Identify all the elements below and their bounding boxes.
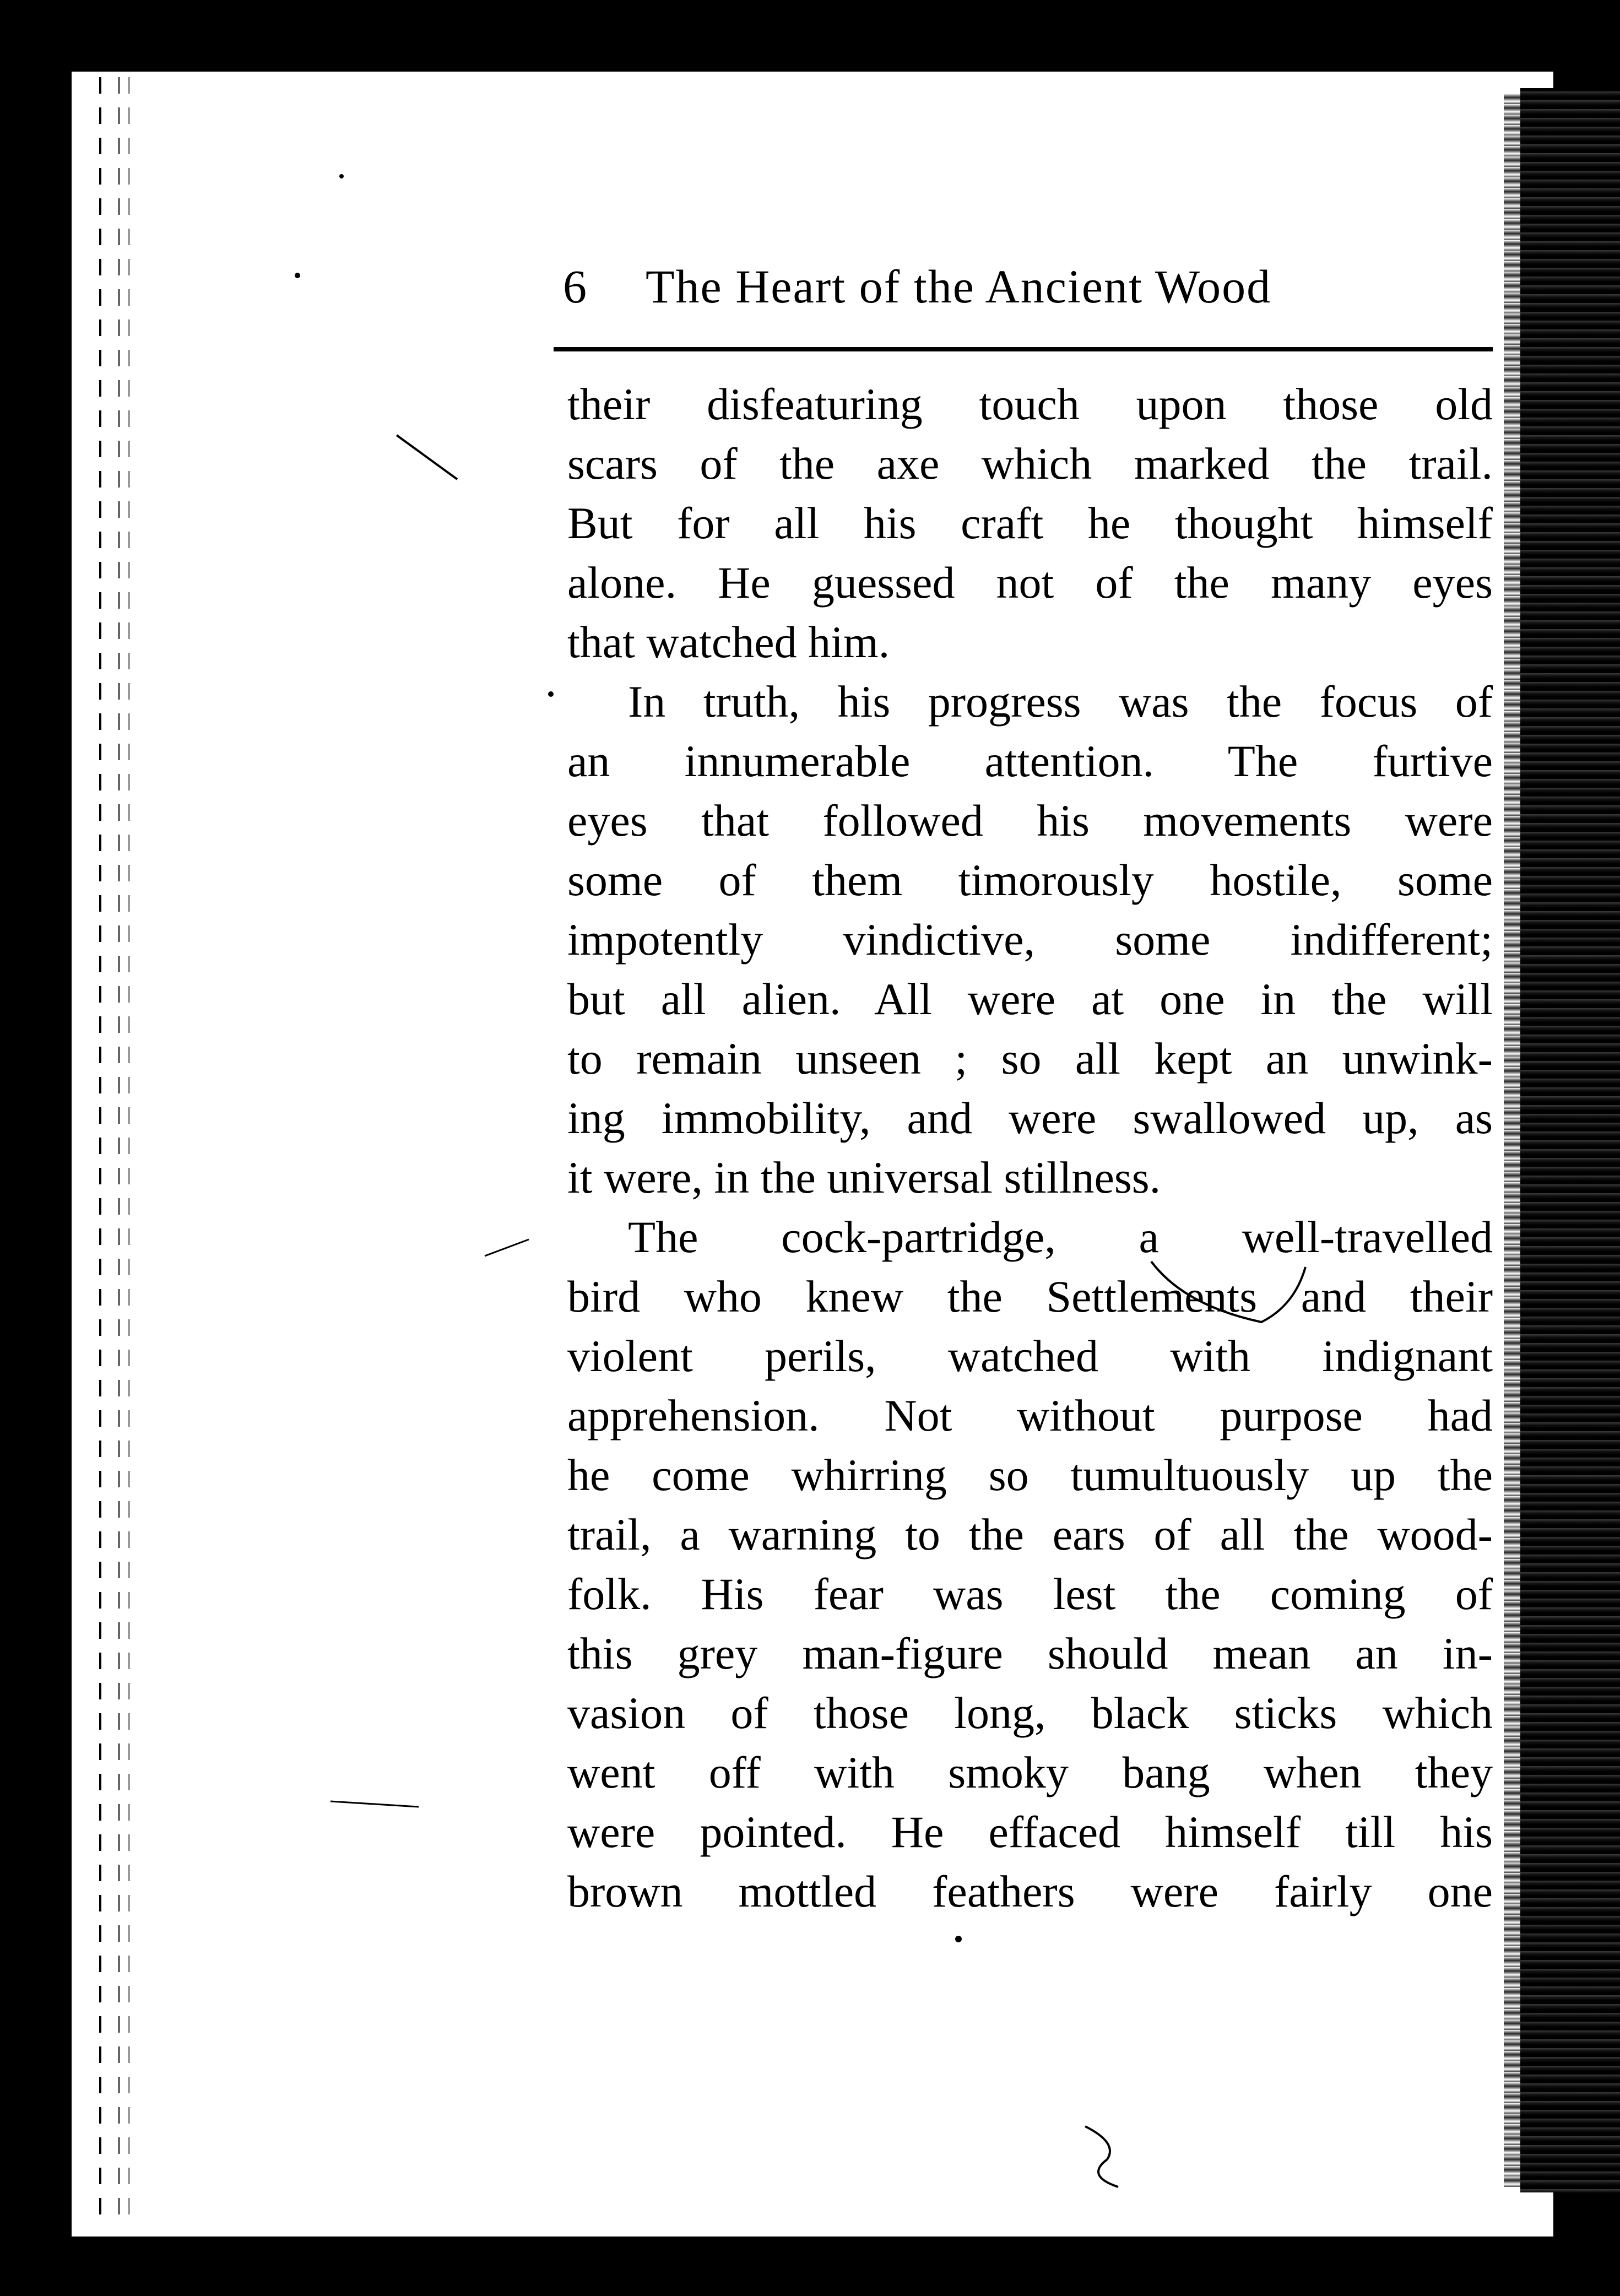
text-line: apprehension. Not without purpose had	[567, 1390, 1493, 1441]
text-line: an innumerable attention. The furtive	[567, 736, 1493, 786]
text-line: he come whirring so tumultuously up the	[567, 1450, 1493, 1500]
text-line: went off with smoky bang when they	[567, 1747, 1493, 1797]
text-line: scars of the axe which marked the trail.	[567, 438, 1493, 489]
text-line: that watched him.	[567, 617, 890, 667]
text-line: but all alien. All were at one in the will	[567, 974, 1493, 1024]
text-line: trail, a warning to the ears of all the wood-	[567, 1509, 1493, 1559]
speck-mark	[295, 273, 300, 278]
speck-mark	[397, 435, 457, 479]
text-line: this grey man-figure should mean an in-	[567, 1628, 1493, 1678]
speck-mark	[1085, 2126, 1118, 2187]
text-line: alone. He guessed not of the many eyes	[567, 557, 1493, 608]
text-line: eyes that followed his movements were	[567, 795, 1493, 846]
text-line: impotently vindictive, some indifferent;	[567, 914, 1493, 965]
speck-mark	[330, 1801, 419, 1807]
speck-mark	[339, 174, 344, 178]
text-line: violent perils, watched with indignant	[567, 1331, 1493, 1381]
ink-stroke	[1151, 1261, 1305, 1322]
text-line: But for all his craft he thought himself	[567, 498, 1493, 548]
text-line: their disfeaturing touch upon those old	[567, 379, 1493, 429]
speck-mark	[548, 691, 554, 697]
text-line: brown mottled feathers were fairly one	[567, 1866, 1493, 1916]
text-line: The cock-partridge, a well-travelled	[628, 1212, 1493, 1262]
text-line: to remain unseen ; so all kept an unwink-	[567, 1033, 1493, 1084]
text-line: were pointed. He effaced himself till his	[567, 1807, 1493, 1857]
text-line: bird who knew the Settlements and their	[567, 1271, 1493, 1322]
speck-mark	[485, 1239, 529, 1256]
text-line: ing immobility, and were swallowed up, as	[567, 1093, 1493, 1143]
running-title: The Heart of the Ancient Wood	[646, 260, 1272, 313]
text-line: folk. His fear was lest the coming of	[567, 1569, 1493, 1619]
speck-mark	[955, 1936, 962, 1942]
text-line: vasion of those long, black sticks which	[567, 1688, 1493, 1738]
text-line: some of them timorously hostile, some	[567, 855, 1493, 905]
text-line: In truth, his progress was the focus of	[628, 676, 1493, 727]
text-line: it were, in the universal stillness.	[567, 1152, 1161, 1203]
page-number: 6	[563, 260, 587, 313]
